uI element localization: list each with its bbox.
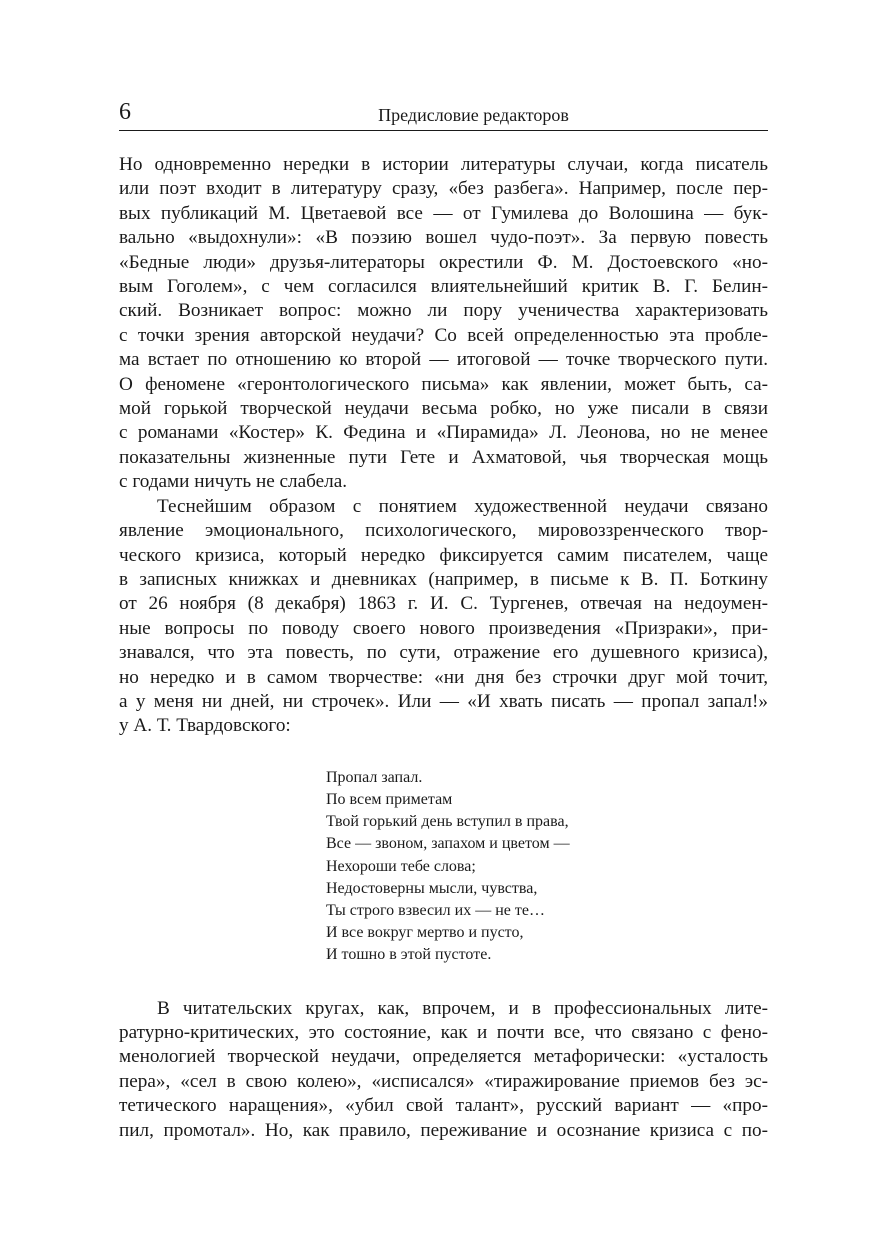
running-head <box>119 96 768 131</box>
text-line: у А. Т. Твардовского: <box>119 715 291 737</box>
text-line: от 26 ноября (8 декабря) 1863 г. И. С. Тургенев, отвечая на недоумен- <box>119 593 768 615</box>
body-text <box>119 153 768 1143</box>
text-line: или поэт входит в литературу сразу, «без разбега». Например, после пер- <box>119 178 768 200</box>
text-line: пил, промотал». Но, как правило, переживание и осознание кризиса с по- <box>119 1119 768 1141</box>
poem-verse: И все вокруг мертво и пусто, <box>326 924 524 942</box>
text-line: вально «выдохнули»: «В поэзию вошел чудо-поэт». За первую повесть <box>119 227 768 249</box>
poem-quote <box>326 767 768 967</box>
page-number: 6 <box>119 99 131 125</box>
poem-verse: И тошно в этой пустоте. <box>326 946 492 964</box>
text-line: явление эмоционального, психологического, мировоззренческого твор- <box>119 520 768 542</box>
text-line: показательны жизненные пути Гете и Ахматовой, чья творческая мощь <box>119 446 768 468</box>
text-line: О феномене «геронтологического письма» как явлении, может быть, са- <box>119 373 768 395</box>
text-line: с годами ничуть не слабела. <box>119 471 348 493</box>
text-line: ма встает по отношению ко второй — итоговой — точке творческого пути. <box>119 349 768 371</box>
book-page <box>119 96 768 1143</box>
text-line: Теснейшим образом с понятием художественной неудачи связано <box>157 495 768 517</box>
text-line: мой горькой творческой неудачи весьма робко, но уже писали в связи <box>119 398 768 420</box>
spacer <box>119 987 768 997</box>
text-line: пера», «сел в свою колею», «исписался» «тиражирование приемов без эс- <box>119 1070 768 1092</box>
text-line: с романами «Костер» К. Федина и «Пирамида» Л. Леонова, но не менее <box>119 422 768 444</box>
poem-verse: Ты строго взвесил их — не те… <box>326 901 545 919</box>
text-line: в записных книжках и дневниках (например, в письме к В. П. Боткину <box>119 568 768 590</box>
paragraph-1 <box>119 153 768 495</box>
poem-verse: Пропал запал. <box>326 768 423 786</box>
text-line: ные вопросы по поводу своего нового произведения «Призраки», при- <box>119 617 768 639</box>
text-line: ский. Возникает вопрос: можно ли пору ученичества характеризовать <box>119 300 768 322</box>
poem-verse: По всем приметам <box>326 790 453 808</box>
text-line: тетического наращения», «убил свой талант», русский вариант — «про- <box>119 1095 768 1117</box>
text-line: В читательских кругах, как, впрочем, и в профессиональных лите- <box>157 997 768 1019</box>
running-title: Предисловие редакторов <box>378 105 569 125</box>
poem-verse: Все — звоном, запахом и цветом — <box>326 835 570 853</box>
text-line: вых публикаций М. Цветаевой все — от Гумилева до Волошина — бук- <box>119 202 768 224</box>
poem-verse: Недостоверны мысли, чувства, <box>326 879 538 897</box>
text-line: Но одновременно нередки в истории литературы случаи, когда писатель <box>119 154 768 175</box>
text-line: а у меня ни дней, ни строчек». Или — «И хвать писать — пропал запал!» <box>119 690 768 712</box>
text-line: ратурно-критических, это состояние, как и почти все, что связано с фено- <box>119 1021 768 1043</box>
text-line: «Бедные люди» друзья-литераторы окрестили Ф. М. Достоевского «но- <box>119 251 768 273</box>
text-line: знавался, что эта повесть, по сути, отражение его душевного кризиса), <box>119 642 768 664</box>
text-line: с точки зрения авторской неудачи? Со всей определенностью эта пробле- <box>119 324 768 346</box>
text-line: ческого кризиса, который нередко фиксируется самим писателем, чаще <box>119 544 768 566</box>
text-line: менологией творческой неудачи, определяется метафорически: «усталость <box>119 1046 768 1068</box>
poem-verse: Нехороши тебе слова; <box>326 857 476 875</box>
text-line: вым Гоголем», с чем согласился влиятельнейший критик В. Г. Белин- <box>119 276 768 298</box>
paragraph-3 <box>119 997 768 1143</box>
poem-verse: Твой горький день вступил в права, <box>326 813 569 831</box>
text-line: но нередко и в самом творчестве: «ни дня без строчки друг мой точит, <box>119 666 768 688</box>
paragraph-2 <box>119 495 768 739</box>
